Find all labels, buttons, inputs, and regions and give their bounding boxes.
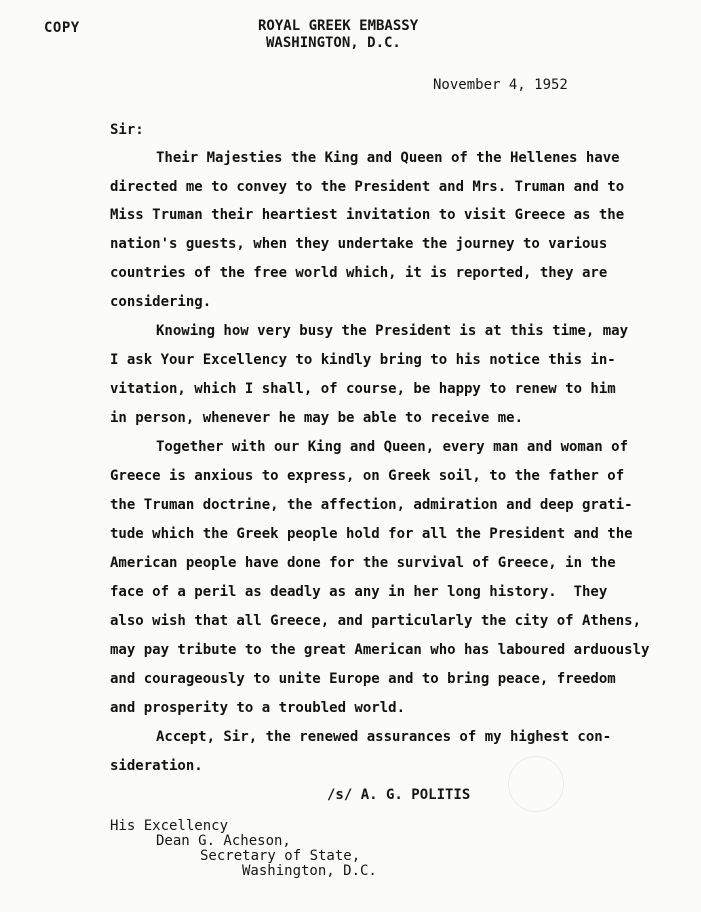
body-line: in person, whenever he may be able to receive me. xyxy=(110,410,524,426)
body-line: face of a peril as deadly as any in her long history. They xyxy=(110,584,608,600)
addressee-line-4: Washington, D.C. xyxy=(242,863,377,879)
body-line: tude which the Greek people hold for all the President and the xyxy=(110,526,633,542)
body-line: may pay tribute to the great American who has laboured arduously xyxy=(110,642,650,658)
letterhead-city: WASHINGTON, D.C. xyxy=(266,35,401,51)
body-line: vitation, which I shall, of course, be happy to renew to him xyxy=(110,381,616,397)
addressee-line-1: His Excellency xyxy=(110,818,229,834)
faint-stamp-mark xyxy=(508,756,564,812)
body-line: Knowing how very busy the President is at this time, may xyxy=(156,323,629,339)
body-line: Together with our King and Queen, every man and woman of xyxy=(156,439,629,455)
salutation: Sir: xyxy=(110,122,144,138)
body-line: directed me to convey to the President and Mrs. Truman and to xyxy=(110,179,625,195)
letter-date: November 4, 1952 xyxy=(433,77,568,93)
body-line: Greece is anxious to express, on Greek soil, to the father of xyxy=(110,468,625,484)
letterhead-org: ROYAL GREEK EMBASSY xyxy=(258,18,419,34)
body-line: nation's guests, when they undertake the journey to various xyxy=(110,236,608,252)
body-line: and prosperity to a troubled world. xyxy=(110,700,406,716)
body-line: Miss Truman their heartiest invitation to visit Greece as the xyxy=(110,207,625,223)
body-line: the Truman doctrine, the affection, admiration and deep grati- xyxy=(110,497,633,513)
body-line: I ask Your Excellency to kindly bring to his notice this in- xyxy=(110,352,616,368)
body-line: Their Majesties the King and Queen of the Hellenes have xyxy=(156,150,620,166)
body-line: also wish that all Greece, and particularly the city of Athens, xyxy=(110,613,642,629)
body-line: sideration. xyxy=(110,758,203,774)
addressee-line-2: Dean G. Acheson, xyxy=(156,833,291,849)
body-line: Accept, Sir, the renewed assurances of my highest con- xyxy=(156,729,612,745)
body-line: and courageously to unite Europe and to bring peace, freedom xyxy=(110,671,616,687)
signature: /s/ A. G. POLITIS xyxy=(327,787,471,803)
body-line: considering. xyxy=(110,294,212,310)
addressee-line-3: Secretary of State, xyxy=(200,848,361,864)
body-line: countries of the free world which, it is reported, they are xyxy=(110,265,608,281)
copy-mark: COPY xyxy=(44,20,80,36)
body-line: American people have done for the survival of Greece, in the xyxy=(110,555,616,571)
